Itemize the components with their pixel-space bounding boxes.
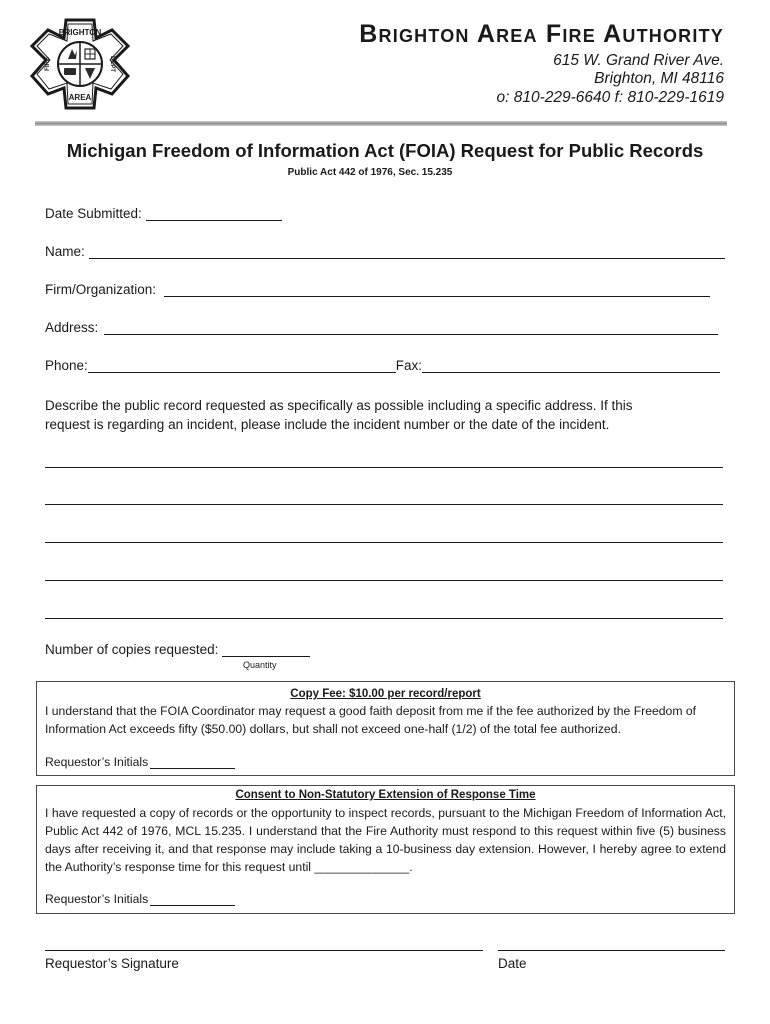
consent-initials-label: Requestor’s Initials	[45, 892, 149, 906]
date-submitted-line[interactable]	[146, 206, 282, 221]
copy-fee-initials-field[interactable]	[45, 755, 235, 769]
consent-box	[36, 785, 735, 914]
address-line[interactable]	[104, 320, 718, 335]
copies-requested-label: Number of copies requested:	[45, 642, 219, 657]
signature-line[interactable]	[45, 950, 483, 951]
description-line[interactable]	[45, 618, 723, 619]
quantity-caption: Quantity	[243, 660, 277, 670]
copies-requested-field[interactable]	[45, 642, 310, 657]
consent-initials-line[interactable]	[150, 893, 235, 906]
phone-label: Phone:	[45, 358, 88, 373]
date-submitted-label: Date Submitted:	[45, 206, 142, 221]
header-divider	[35, 121, 727, 126]
fire-department-logo	[30, 18, 130, 110]
subtitle-text: Public Act 442 of 1976, Sec. 15.235	[287, 167, 453, 178]
consent-initials-field[interactable]	[45, 892, 235, 906]
logo-top-text: BRIGHTON	[58, 28, 102, 37]
name-line[interactable]	[89, 244, 725, 259]
logo-bottom-text: AREA	[68, 93, 92, 102]
description-line[interactable]	[45, 580, 723, 581]
signature-date-label: Date	[498, 956, 527, 971]
address-field[interactable]	[45, 320, 718, 335]
copy-fee-initials-line[interactable]	[150, 756, 235, 769]
phone-line[interactable]	[88, 358, 396, 373]
record-description-instructions: Describe the public record requested as specifically as possible including a specific address. If this request is regarding an incident, please include the incident number or the date of the incident.	[45, 398, 633, 432]
consent-text: I have requested a copy of records or the opportunity to inspect records, pursuant to the Michigan Freedom of Information Act, Public Act 442 of 1976, MCL 15.235. I understand that the Fire Authority must respond to this request within five (5) business days after receiving it, and that response may include taking a 10-business day extension. However, I hereby agree to extend the Authority’s response time for this request until ______________.	[45, 806, 726, 874]
fax-line[interactable]	[422, 358, 720, 373]
city-state-zip: Brighton, MI 48116	[594, 70, 724, 87]
description-line[interactable]	[45, 542, 723, 543]
phone-fax: o: 810-229-6640 f: 810-229-1619	[496, 89, 724, 106]
name-field[interactable]	[45, 244, 725, 259]
organization-field[interactable]	[45, 282, 710, 297]
form-subtitle	[0, 167, 770, 178]
form-title: Michigan Freedom of Information Act (FOIA) Request for Public Records	[66, 140, 704, 161]
date-submitted-field[interactable]	[45, 206, 282, 221]
copy-fee-box	[36, 681, 735, 776]
copy-fee-heading: Copy Fee: $10.00 per record/report	[290, 688, 481, 700]
consent-heading: Consent to Non-Statutory Extension of Response Time	[235, 789, 536, 801]
description-line[interactable]	[45, 504, 723, 505]
copy-fee-initials-label: Requestor’s Initials	[45, 755, 149, 769]
copy-fee-text: I understand that the FOIA Coordinator may request a good faith deposit from me if the fee authorized by the Freedom of Information Act exceeds fifty ($50.00) dollars, but shall not exceed one-half (1/2) of the total fee authorized.	[45, 704, 697, 736]
description-line[interactable]	[45, 467, 723, 468]
logo-right-text: DEPT	[109, 55, 115, 73]
organization-line[interactable]	[164, 282, 710, 297]
street-address: 615 W. Grand River Ave.	[553, 52, 724, 69]
name-label: Name:	[45, 244, 85, 259]
logo-left-text: FIRE	[45, 57, 51, 71]
signature-label: Requestor’s Signature	[45, 956, 179, 971]
organization-label: Firm/Organization:	[45, 282, 157, 297]
phone-fax-field[interactable]	[45, 358, 720, 373]
signature-date-line[interactable]	[498, 950, 725, 951]
organization-name: Brighton Area Fire Authority	[359, 20, 724, 48]
fax-label: Fax:	[395, 358, 423, 373]
copies-requested-line[interactable]	[222, 642, 310, 657]
address-label: Address:	[45, 320, 99, 335]
